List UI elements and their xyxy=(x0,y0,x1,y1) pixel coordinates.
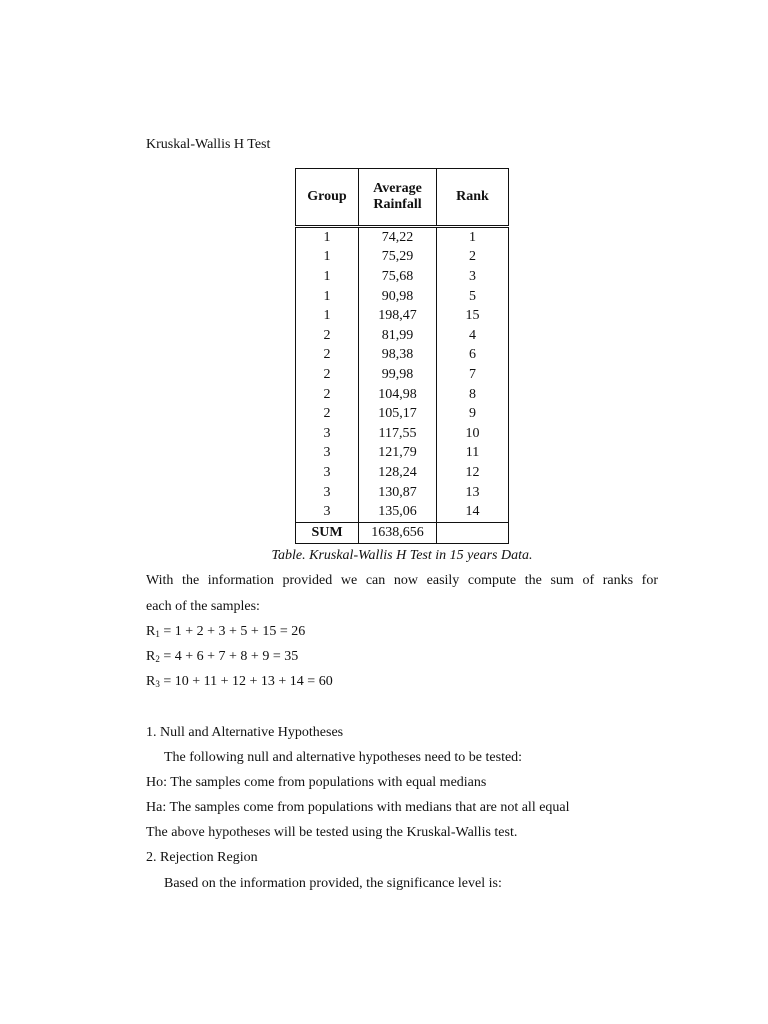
table-row xyxy=(296,346,509,366)
rank-sum-subscript: 3 xyxy=(155,679,160,689)
cell-rainfall: 198,47 xyxy=(359,306,437,326)
alternative-hypothesis: Ha: The samples come from populations with medians that are not all equal xyxy=(146,800,570,815)
header-rank: Rank xyxy=(437,169,509,227)
cell-rainfall: 121,79 xyxy=(359,444,437,464)
cell-rainfall: 74,22 xyxy=(359,227,437,248)
table-row xyxy=(296,267,509,287)
header-average-rainfall xyxy=(359,169,437,227)
cell-group: 3 xyxy=(296,502,359,522)
cell-rank: 12 xyxy=(437,463,509,483)
header-group: Group xyxy=(296,169,359,227)
sum-label: SUM xyxy=(296,522,359,543)
rank-sum-symbol: R xyxy=(146,624,156,639)
cell-group: 1 xyxy=(296,306,359,326)
cell-rank: 3 xyxy=(437,267,509,287)
cell-group: 3 xyxy=(296,463,359,483)
cell-rank: 4 xyxy=(437,326,509,346)
cell-rainfall: 98,38 xyxy=(359,346,437,366)
section-1-intro: The following null and alternative hypotheses need to be tested: xyxy=(164,750,523,765)
rank-sum-symbol: R xyxy=(146,674,156,689)
cell-rank: 14 xyxy=(437,502,509,522)
rank-sum-subscript: 1 xyxy=(155,629,160,639)
cell-group: 2 xyxy=(296,404,359,424)
cell-group: 3 xyxy=(296,424,359,444)
table-caption: Table. Kruskal-Wallis H Test in 15 years Data. xyxy=(271,548,533,563)
table-row xyxy=(296,306,509,326)
intro-line-2: each of the samples: xyxy=(146,599,260,614)
cell-rank: 10 xyxy=(437,424,509,444)
cell-rainfall: 104,98 xyxy=(359,385,437,405)
table-row xyxy=(296,444,509,464)
section-1-title: 1. Null and Alternative Hypotheses xyxy=(146,725,344,740)
table-sum-row xyxy=(296,522,509,543)
cell-rainfall: 130,87 xyxy=(359,483,437,503)
null-hypothesis: Ho: The samples come from populations with equal medians xyxy=(146,775,487,790)
cell-group: 1 xyxy=(296,227,359,248)
table-row xyxy=(296,463,509,483)
table-row xyxy=(296,248,509,268)
rank-sum-subscript: 2 xyxy=(155,654,160,664)
cell-group: 2 xyxy=(296,385,359,405)
cell-group: 2 xyxy=(296,346,359,366)
cell-rainfall: 75,29 xyxy=(359,248,437,268)
table-row xyxy=(296,287,509,307)
cell-rank: 6 xyxy=(437,346,509,366)
cell-group: 2 xyxy=(296,326,359,346)
sum-value: 1638,656 xyxy=(359,522,437,543)
rank-sum-expression: = 10 + 11 + 12 + 13 + 14 = 60 xyxy=(159,674,333,689)
cell-rainfall: 99,98 xyxy=(359,365,437,385)
cell-group: 1 xyxy=(296,248,359,268)
header-rainfall-line1: Average xyxy=(373,181,422,196)
rainfall-rank-table xyxy=(295,168,509,544)
cell-rainfall: 135,06 xyxy=(359,502,437,522)
cell-rainfall: 81,99 xyxy=(359,326,437,346)
table-row xyxy=(296,385,509,405)
cell-rank: 9 xyxy=(437,404,509,424)
table-row xyxy=(296,404,509,424)
cell-rainfall: 128,24 xyxy=(359,463,437,483)
table-row xyxy=(296,365,509,385)
cell-group: 1 xyxy=(296,267,359,287)
cell-rainfall: 75,68 xyxy=(359,267,437,287)
cell-rainfall: 117,55 xyxy=(359,424,437,444)
table-row xyxy=(296,424,509,444)
cell-rainfall: 90,98 xyxy=(359,287,437,307)
sum-rank-empty xyxy=(437,522,509,543)
cell-group: 3 xyxy=(296,483,359,503)
section-2-title: 2. Rejection Region xyxy=(146,850,258,865)
cell-rank: 15 xyxy=(437,306,509,326)
header-rainfall-line2: Rainfall xyxy=(373,197,422,212)
cell-group: 3 xyxy=(296,444,359,464)
document-heading: Kruskal-Wallis H Test xyxy=(146,137,271,152)
intro-line-1: With the information provided we can now easily compute the sum of ranks for xyxy=(146,573,658,588)
cell-rank: 7 xyxy=(437,365,509,385)
cell-rank: 8 xyxy=(437,385,509,405)
cell-rainfall: 105,17 xyxy=(359,404,437,424)
cell-rank: 5 xyxy=(437,287,509,307)
cell-rank: 1 xyxy=(437,227,509,248)
table-row xyxy=(296,483,509,503)
rank-sum-symbol: R xyxy=(146,649,156,664)
cell-group: 2 xyxy=(296,365,359,385)
cell-rank: 11 xyxy=(437,444,509,464)
rank-sum-r3 xyxy=(146,674,658,690)
rank-sum-r1 xyxy=(146,624,658,640)
cell-rank: 2 xyxy=(437,248,509,268)
table-header-row xyxy=(296,169,509,227)
table-row xyxy=(296,502,509,522)
cell-rank: 13 xyxy=(437,483,509,503)
table-row xyxy=(296,326,509,346)
rank-sum-expression: = 4 + 6 + 7 + 8 + 9 = 35 xyxy=(159,649,299,664)
rank-sum-expression: = 1 + 2 + 3 + 5 + 15 = 26 xyxy=(159,624,306,639)
cell-group: 1 xyxy=(296,287,359,307)
rank-sum-r2 xyxy=(146,649,658,665)
table-row xyxy=(296,227,509,248)
test-note: The above hypotheses will be tested using the Kruskal-Wallis test. xyxy=(146,825,518,840)
section-2-intro: Based on the information provided, the significance level is: xyxy=(164,876,502,891)
